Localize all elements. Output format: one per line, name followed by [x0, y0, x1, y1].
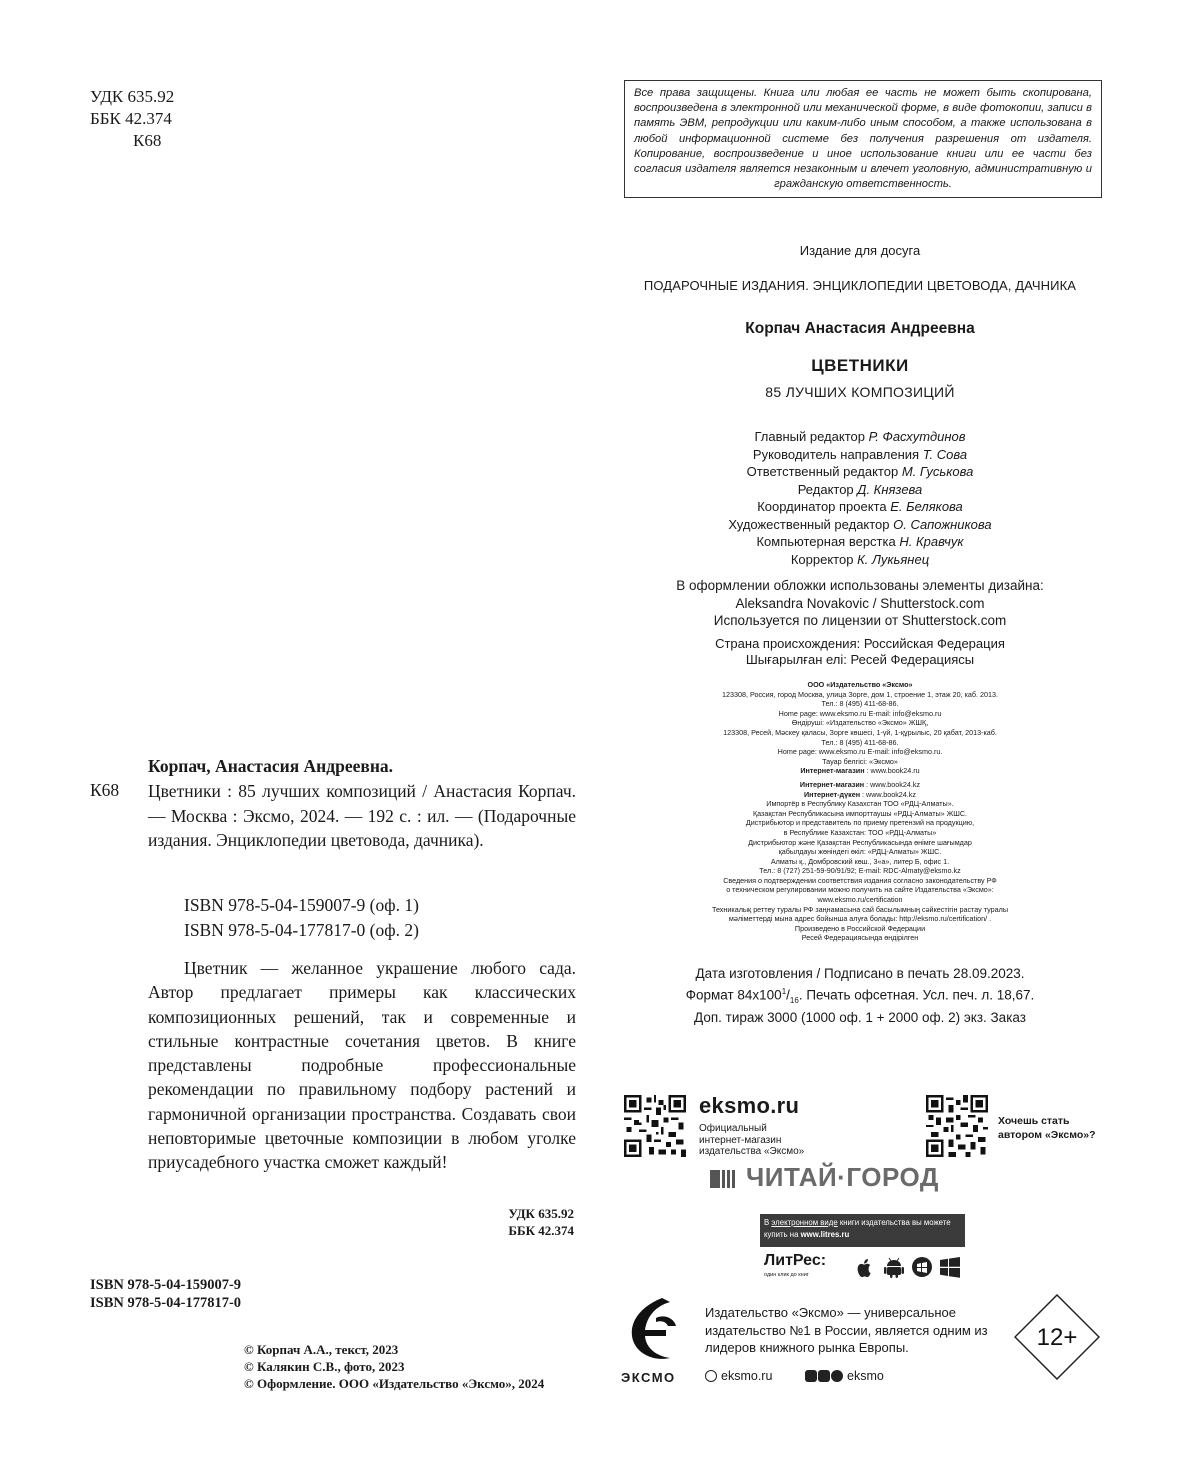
staff-row: Компьютерная верстка Н. Кравчук	[756, 534, 964, 549]
bib-description: Цветники : 85 лучших композиций / Анастасия Корпач. — Москва : Эксмо, 2024. — 192 с. : ил. — (Подарочные издания. Энциклопедии цветовода, дачника).	[148, 781, 576, 850]
author-mark: К68	[133, 131, 162, 150]
litres-logo[interactable]: ЛитРес:	[764, 1252, 827, 1269]
vk-icon	[805, 1370, 817, 1382]
bbk-code: ББК 42.374	[90, 109, 172, 128]
bib-author: Корпач, Анастасия Андреевна.	[148, 756, 394, 776]
author-full-name: Корпач Анастасия Андреевна	[745, 320, 975, 337]
qr-code-icon[interactable]	[926, 1095, 988, 1157]
classification-codes	[90, 86, 174, 152]
print-info: Дата изготовления / Подписано в печать 28.09.2023. Формат $84x100^1/_{16}$. Печать офсетная. Усл. печ. л. 18,67. Доп. тираж 3000 (1000 оф. 1 + 2000 оф. 2) экз. Заказ	[685, 966, 1035, 1026]
windows-icon	[940, 1257, 960, 1278]
litres-banner[interactable]: В электронном виде книги издательства вы можете купить на www.litres.ru	[760, 1214, 965, 1247]
chitai-gorod-mark-icon	[710, 1168, 744, 1190]
litres-slogan: один клик до книг	[764, 1272, 809, 1278]
platform-icons	[856, 1255, 962, 1279]
android-icon	[884, 1258, 904, 1278]
eksmo-logo-icon[interactable]	[626, 1296, 682, 1366]
eksmo-logo-text: ЭКСМО	[621, 1370, 676, 1385]
bib-isbn-2: ISBN 978-5-04-177817-0 (оф. 2)	[184, 919, 419, 940]
become-author-call[interactable]: Хочешь стать автором «Эксмо»?	[998, 1115, 1096, 1141]
age-rating-text: 12+	[1036, 1324, 1078, 1351]
publisher-description: Издательство «Эксмо» — универсальное издательство №1 в России, является одним из лидеров книжного рынка Европы.	[705, 1305, 988, 1355]
windows-phone-icon	[912, 1257, 932, 1277]
bottom-classification: УДК 635.92 ББК 42.374	[508, 1206, 574, 1238]
chitai-gorod-logo[interactable]: ЧИТАЙ·ГОРОД	[710, 1162, 939, 1193]
udk-code: УДК 635.92	[90, 87, 175, 106]
staff-row: Ответственный редактор М. Гуськова	[746, 464, 974, 479]
staff-row: Координатор проекта Е. Белякова	[757, 499, 963, 514]
series-title: ПОДАРОЧНЫЕ ИЗДАНИЯ. ЭНЦИКЛОПЕДИИ ЦВЕТОВОДА, ДАЧНИКА	[643, 278, 1077, 293]
bib-mark: К68	[90, 780, 120, 800]
staff-list	[600, 428, 1120, 568]
isbn-block: ISBN 978-5-04-159007-9 ISBN 978-5-04-177817-0	[90, 1277, 242, 1311]
bib-isbn-list	[184, 893, 419, 942]
staff-row: Руководитель направления Т. Сова	[752, 446, 968, 462]
country-of-origin: Страна происхождения: Российская Федерация Шығарылған елі: Ресей Федерациясы	[715, 636, 1005, 667]
staff-row: Редактор Д. Князева	[797, 481, 923, 497]
age-rating-badge	[1014, 1294, 1100, 1380]
staff-row: Главный редактор Р. Фасхутдинов	[754, 429, 966, 444]
publisher-legal-info: ООО «Издательство «Эксмо» 123308, Россия, город Москва, улица Зорге, дом 1, строение 1, этаж 20, каб. 2013. Тел.: 8 (495) 411-68-86. Home page: www.eksmo.ru E-mail: info@eksmo.ru Өндіруші: «Издательство «Эксмо» ЖШҚ, 123308, Ресей, Мәскеу қаласы, Зорге көшесі, 1-үй, 1-құрылыс, 20 қабат, 2013-каб. Тел.: 8 (495) 411-68-86. Home page: www.eksmo.ru E-mail: info@eksmo.ru. Тауар белгісі: «Эксмо» Интернет-магазин : www.book24.ru Интернет-магазин : www.book24.kz Интернет-дүкен : www.book24.kz Импортёр в Республику Казахстан ТОО «РДЦ-Алматы». Қазақстан Республикасына импорттаушы «РДЦ-Алматы» ЖШС. Дистрибьютор и представитель по приему претензий на продукцию, в Республике Казахстан: ТОО «РДЦ-Алматы» Дистрибьютор және Қазақстан Республикасында өнімге шағымдар қабылдауы жөніндегі өкіл: «РДЦ-Алматы» ЖШС. Алматы қ., Домбровский көш., 3«а», литер Б, офис 1. Тел.: 8 (727) 251-59-90/91/92; E-mail: RDC-Almaty@eksmo.kz Сведения о подтверждении соответствия издания согласно законодательству РФ о техническом регулировании можно получить на сайте Издательства «Эксмо»: www.eksmo.ru/certification Техникалық реттеу туралы РФ заңнамасына сай басылымның сәйкестігін растау туралы мәліметтерді мына адрес бойынша алуға болады: http://eksmo.ru/certification/ . Произведено в Российской Федерации Ресей Федерациясында өндірілген	[711, 680, 1009, 943]
eksmo-site-link[interactable]: eksmo.ru	[699, 1093, 800, 1118]
ok-icon	[818, 1370, 830, 1382]
eksmo-site-note: Официальный интернет-магазин издательства «Эксмо»	[699, 1123, 805, 1157]
book-title: ЦВЕТНИКИ	[811, 356, 909, 375]
globe-icon	[705, 1370, 717, 1382]
staff-row: Художественный редактор О. Сапожникова	[728, 516, 992, 532]
annotation: Цветник — желанное украшение любого сада. Автор предлагает примеры как классических композиционных решений, так и современные и стильные контрастные сочетания цветов. В книге представлены подробные профессиональные рекомендации по правильному подбору растений и гармоничной организации пространства. Создавать свои неповторимые цветочные композиции в любом уголке приусадебного участка сможет каждый!	[148, 958, 576, 1173]
staff-row: Корректор К. Лукьянец	[790, 551, 930, 567]
design-credits: В оформлении обложки использованы элементы дизайна: Aleksandra Novakovic / Shutterstock.com Используется по лицензии от Shutterstock.com	[676, 578, 1044, 628]
bib-isbn-1: ISBN 978-5-04-159007-9 (оф. 1)	[184, 895, 419, 915]
copyright-notices: © Корпач А.А., текст, 2023 © Калякин С.В., фото, 2023 © Оформление. ООО «Издательство «Эксмо», 2024	[244, 1342, 545, 1392]
telegram-icon	[831, 1370, 843, 1382]
book-subtitle: 85 ЛУЧШИХ КОМПОЗИЦИЙ	[765, 384, 955, 400]
apple-icon	[858, 1259, 871, 1277]
web-link[interactable]: eksmo.ru	[705, 1369, 772, 1383]
qr-code-icon[interactable]	[624, 1095, 686, 1157]
edition-type: Издание для досуга	[799, 243, 921, 258]
social-links[interactable]: eksmo	[805, 1369, 884, 1383]
rights-notice: Все права защищены. Книга или любая ее часть не может быть скопирована, воспроизведена в электронной или механической форме, в виде фотокопии, записи в память ЭВМ, репродукции или каким-либо иным способом, а также использована в любой информационной системе без получения разрешения от издателя. Копирование, воспроизведение и иное использование книги или ее части без согласия издателя является незаконным и влечет уголовную, административную и гражданскую ответственность.	[624, 80, 1102, 198]
